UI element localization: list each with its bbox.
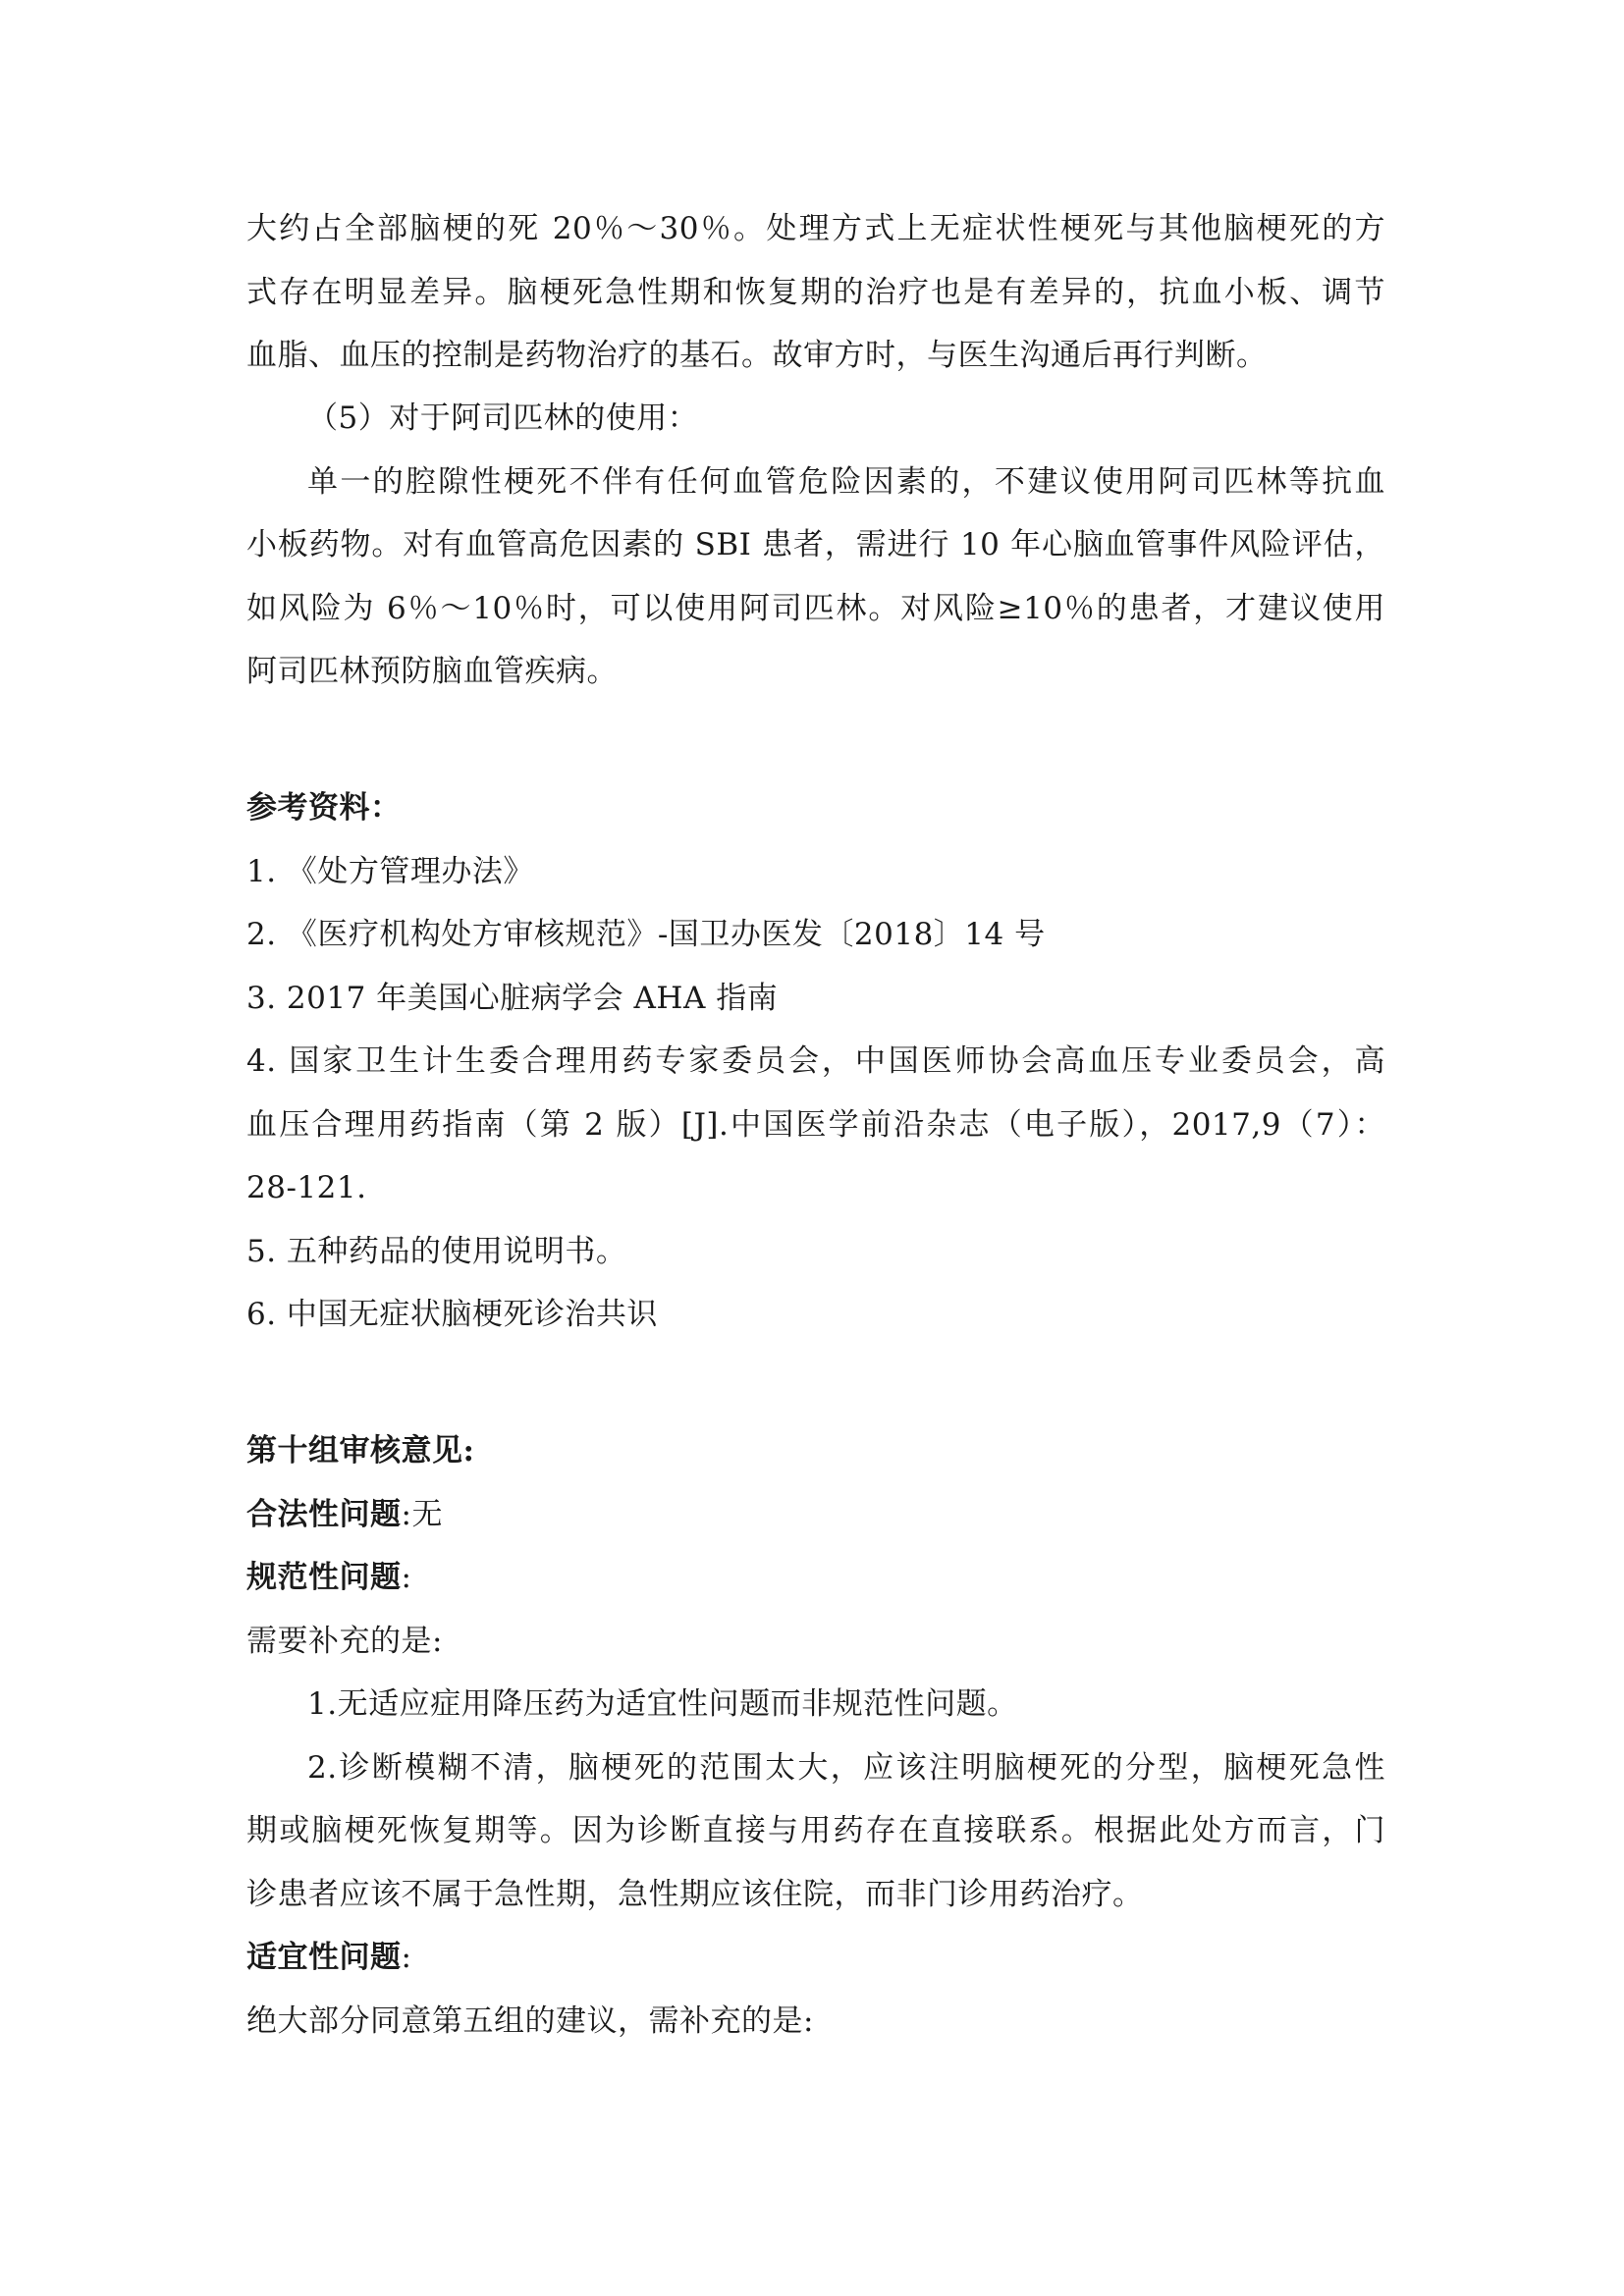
reference-item-3: 3. 2017 年美国心脏病学会 AHA 指南 bbox=[246, 981, 779, 1016]
standard-colon: : bbox=[401, 1560, 412, 1595]
suitability-text: 绝大部分同意第五组的建议，需补充的是: bbox=[246, 2003, 814, 2039]
review-point-2-line-1: 2.诊断模糊不清，脑梗死的范围太大，应该注明脑梗死的分型，脑梗死急性 bbox=[307, 1750, 1385, 1786]
reference-item-2: 2. 《医疗机构处方审核规范》-国卫办医发〔2018〕14 号 bbox=[246, 917, 1046, 952]
standard-row bbox=[246, 1558, 1385, 1597]
aspirin-line-3: 如风险为 6％～10％时，可以使用阿司匹林。对风险≥10％的患者，才建议使用 bbox=[246, 591, 1385, 626]
legality-label: 合法性问题 bbox=[246, 1497, 402, 1532]
suitability-colon: : bbox=[401, 1940, 412, 1975]
aspirin-line-2: 小板药物。对有血管高危因素的 SBI 患者，需进行 10 年心脑血管事件风险评估， bbox=[246, 527, 1385, 562]
need-supplement: 需要补充的是: bbox=[246, 1624, 443, 1659]
review-point-2-line-2: 期或脑梗死恢复期等。因为诊断直接与用药存在直接联系。根据此处方而言，门 bbox=[246, 1813, 1385, 1848]
standard-label: 规范性问题 bbox=[246, 1560, 402, 1595]
intro-line-1: 大约占全部脑梗的死 20％～30％。处理方式上无症状性梗死与其他脑梗死的方 bbox=[246, 211, 1385, 246]
legality-row bbox=[246, 1495, 1385, 1534]
review-point-2-line-3: 诊患者应该不属于急性期，急性期应该住院，而非门诊用药治疗。 bbox=[246, 1877, 1144, 1912]
suitability-row bbox=[246, 1938, 1385, 1977]
reference-item-5: 5. 五种药品的使用说明书。 bbox=[246, 1234, 627, 1269]
references-heading: 参考资料： bbox=[246, 790, 402, 826]
reference-item-4-line-1: 4. 国家卫生计生委合理用药专家委员会，中国医师协会高血压专业委员会，高 bbox=[246, 1043, 1385, 1079]
intro-line-2: 式存在明显差异。脑梗死急性期和恢复期的治疗也是有差异的，抗血小板、调节 bbox=[246, 275, 1385, 310]
reference-item-1: 1. 《处方管理办法》 bbox=[246, 854, 534, 889]
reference-item-4-line-2: 血压合理用药指南（第 2 版）[J].中国医学前沿杂志（电子版），2017,9（7）： bbox=[246, 1107, 1385, 1143]
intro-line-3: 血脂、血压的控制是药物治疗的基石。故审方时，与医生沟通后再行判断。 bbox=[246, 338, 1268, 373]
aspirin-heading: （5）对于阿司匹林的使用： bbox=[307, 400, 699, 436]
review-point-1: 1.无适应症用降压药为适宜性问题而非规范性问题。 bbox=[307, 1686, 1018, 1722]
aspirin-line-1: 单一的腔隙性梗死不伴有任何血管危险因素的，不建议使用阿司匹林等抗血 bbox=[307, 464, 1385, 500]
legality-value: :无 bbox=[401, 1497, 443, 1532]
reference-item-6: 6. 中国无症状脑梗死诊治共识 bbox=[246, 1297, 658, 1332]
review-heading: 第十组审核意见: bbox=[246, 1433, 475, 1468]
suitability-label: 适宜性问题 bbox=[246, 1940, 402, 1975]
reference-item-4-line-3: 28-121. bbox=[246, 1170, 367, 1205]
aspirin-line-4: 阿司匹林预防脑血管疾病。 bbox=[246, 654, 618, 689]
